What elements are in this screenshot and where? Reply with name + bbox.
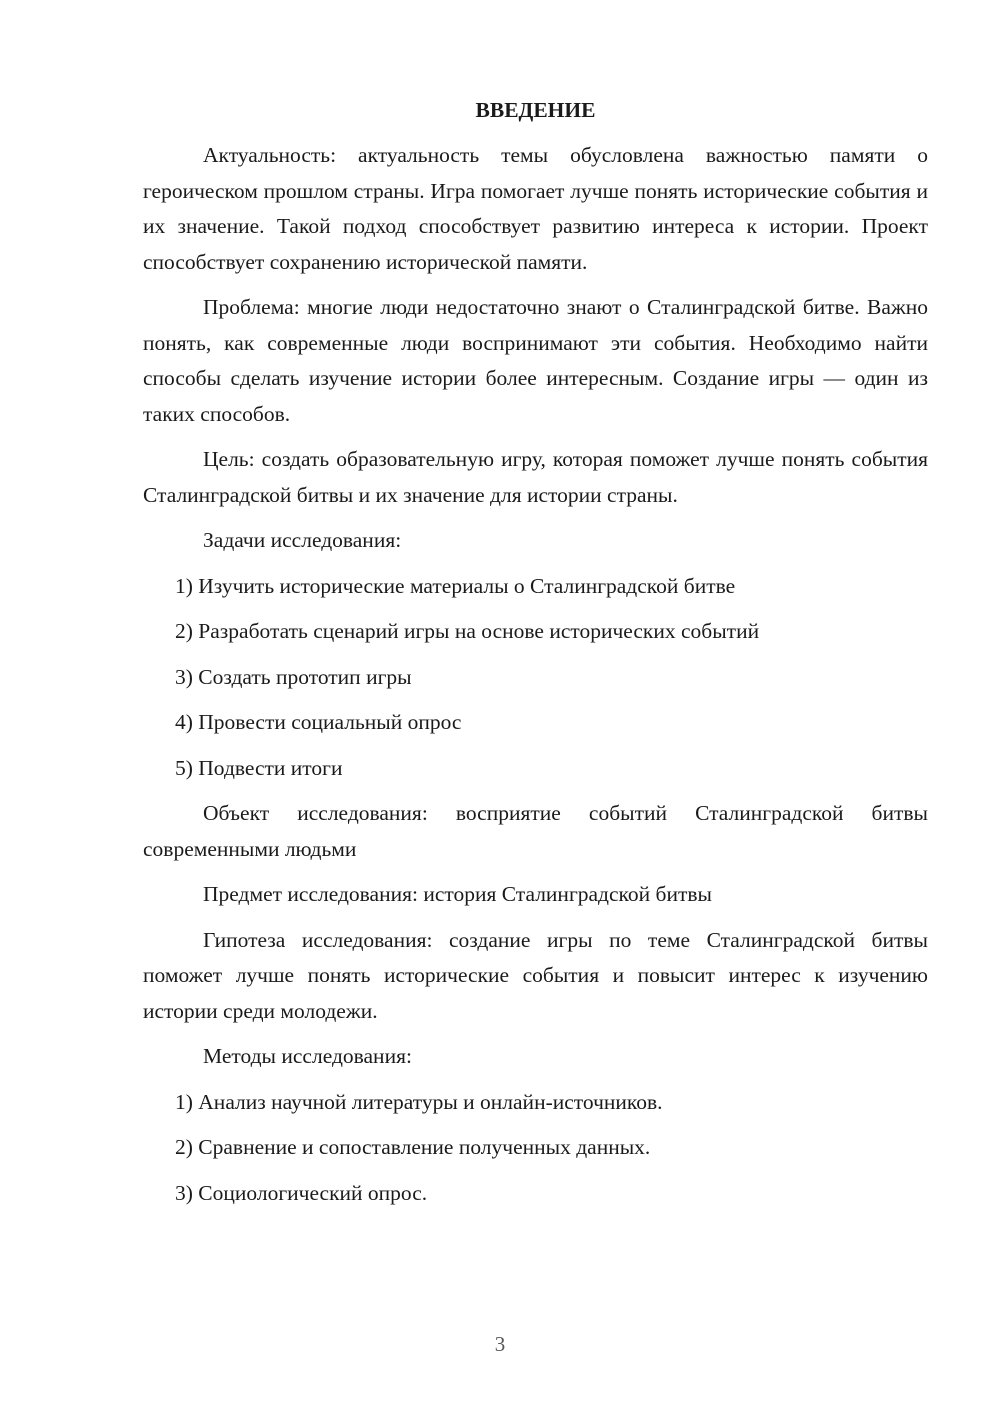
document-body: [143, 92, 928, 1221]
tasks-heading: Задачи исследования:: [203, 528, 402, 552]
method-item-1: 1) Анализ научной литературы и онлайн-источников.: [175, 1089, 663, 1114]
method-item-3: 3) Социологический опрос.: [175, 1180, 428, 1205]
page-title: ВВЕДЕНИЕ: [475, 98, 596, 122]
page-number: 3: [494, 1332, 506, 1356]
relevance-paragraph: Актуальность: актуальность темы обусловлена важностью памяти о героическом прошлом страны. Игра помогает лучше понять исторические события и их значение. Такой подход способствует развитию интереса к истории. Проект способствует сохранению исторической памяти.: [143, 143, 928, 274]
hypothesis-paragraph: Гипотеза исследования: создание игры по теме Сталинградской битвы поможет лучше понять исторические события и повысит интерес к изучению истории среди молодежи.: [143, 927, 928, 1023]
object-paragraph: Объект исследования: восприятие событий Сталинградской битвы современными людьми: [143, 801, 928, 861]
problem-paragraph: Проблема: многие люди недостаточно знают о Сталинградской битве. Важно понять, как современные люди воспринимают эти события. Необходимо найти способы сделать изучение истории более интересным. Создание игры — один из таких способов.: [143, 295, 928, 426]
task-item-5: 5) Подвести итоги: [175, 755, 343, 780]
task-item-3: 3) Создать прототип игры: [175, 664, 412, 689]
methods-heading: Методы исследования:: [203, 1044, 412, 1068]
task-item-2: 2) Разработать сценарий игры на основе исторических событий: [175, 619, 760, 643]
method-item-2: 2) Сравнение и сопоставление полученных данных.: [175, 1135, 651, 1159]
task-item-4: 4) Провести социальный опрос: [175, 710, 462, 734]
task-item-1: 1) Изучить исторические материалы о Сталинградской битве: [175, 573, 736, 598]
subject-paragraph: Предмет исследования: история Сталинградской битвы: [203, 882, 712, 906]
goal-paragraph: Цель: создать образовательную игру, которая поможет лучше понять события Сталинградской битвы и их значение для истории страны.: [143, 447, 928, 507]
